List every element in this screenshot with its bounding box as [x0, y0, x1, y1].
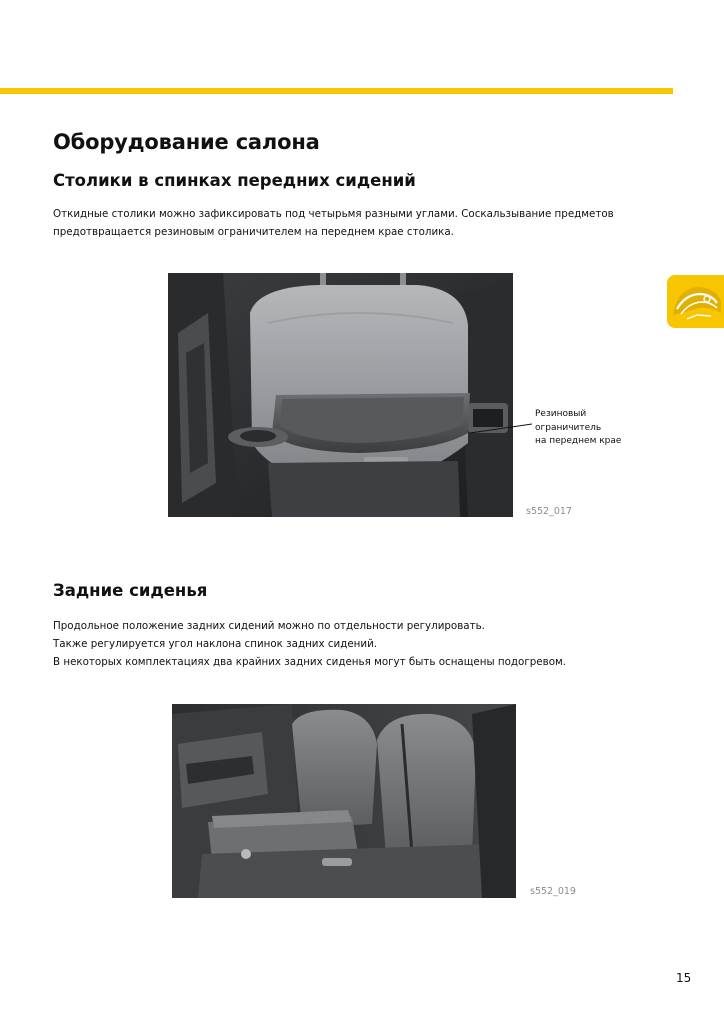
figure-code: s552_019	[530, 886, 576, 897]
page-title: Оборудование салона	[53, 130, 320, 154]
section-text-tables	[53, 205, 613, 241]
text-line: предотвращается резиновым ограничителем на переднем крае столика.	[53, 226, 454, 238]
header-accent-bar	[0, 88, 673, 94]
text-line: Также регулируется угол наклона спинок задних сидений.	[53, 638, 378, 650]
section-heading-rear-seats: Задние сиденья	[53, 581, 208, 600]
rubber-stop-callout	[535, 408, 621, 449]
text-line: Откидные столики можно зафиксировать под четырьмя разными углами. Соскальзывание предметов	[53, 208, 614, 220]
callout-line: Резиновый	[535, 409, 587, 419]
callout-line: на переднем крае	[535, 436, 622, 446]
front-seat-table-photo	[168, 273, 513, 517]
callout-line: ограничитель	[535, 422, 602, 433]
text-line: В некоторых комплектациях два крайних задних сиденья могут быть оснащены подогревом.	[53, 656, 567, 668]
section-text-rear-seats	[53, 617, 613, 671]
rear-seats-photo	[172, 704, 516, 898]
text-line: Продольное положение задних сидений можно по отдельности регулировать.	[53, 620, 485, 632]
chapter-tab	[667, 275, 724, 328]
car-interior-icon	[667, 275, 724, 328]
page-number: 15	[676, 971, 692, 985]
figure-code: s552_017	[526, 506, 572, 517]
section-heading-tables: Столики в спинках передних сидений	[53, 171, 416, 190]
